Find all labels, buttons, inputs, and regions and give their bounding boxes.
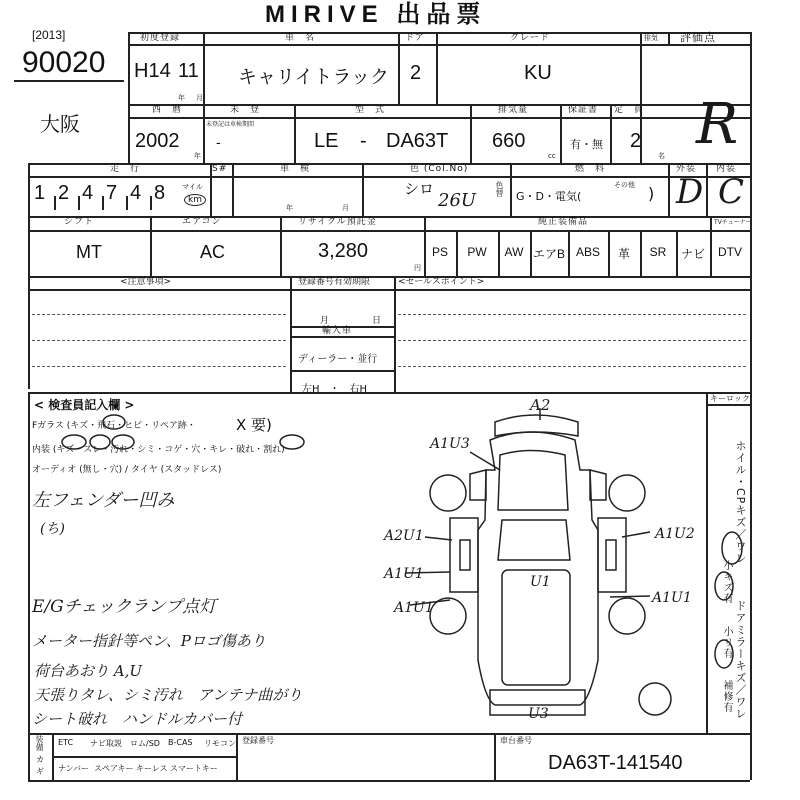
shift-label: シフト (64, 217, 95, 227)
first-reg-value: H14 (134, 60, 171, 82)
unit-month: 月 (196, 94, 203, 102)
person-unit: 名 (658, 152, 665, 160)
doors-value: 2 (410, 62, 422, 84)
footer-equip: 装備 (35, 735, 44, 751)
pre-reg-label: 未 登 (230, 105, 261, 115)
chassis-label: 車台番号 (500, 736, 532, 745)
score-label: 評価点 (680, 31, 716, 44)
tuner-label: TVチューナー (714, 219, 752, 226)
model-prefix: LE (314, 130, 339, 152)
fuel-value: G・D・電気( (516, 190, 582, 203)
mileage-digit: 4 (130, 182, 142, 204)
handwritten-note: (ち) (40, 521, 65, 537)
footer-navi: ナビ取説 (90, 739, 122, 748)
keylock-vertical-4: 小リ有 (721, 626, 732, 659)
chassis-value: DA63T-141540 (548, 752, 683, 774)
equipment-item: PS (431, 245, 448, 259)
interior-value: C (718, 172, 745, 212)
grade-label: グレード (510, 33, 551, 43)
first-reg-month: 11 (178, 60, 199, 82)
audio-line: オーディオ (無し・穴) / タイヤ (スタッドレス) (32, 465, 222, 475)
mile-unit: マイル (182, 183, 203, 191)
footer-number: ナンバー (58, 764, 90, 773)
ac-label: エアコン (182, 217, 222, 227)
model-label: 型 式 (355, 105, 386, 115)
lot-location: 大阪 (40, 112, 80, 136)
doors-label: ドア (405, 33, 425, 43)
warranty-value: 有・無 (570, 138, 603, 151)
year-label: 西 暦 (152, 105, 183, 115)
equipment-label: 純正装備品 (538, 217, 589, 227)
damage-mark: U1 (530, 574, 551, 590)
damage-mark: A1U2 (655, 526, 695, 542)
import-value: ディーラー・並行 (298, 354, 378, 365)
footer-ka: カ (36, 755, 44, 764)
handle-value: 左H ・ 右H (302, 384, 368, 395)
s-label: S# (212, 164, 228, 174)
exterior-value: D (676, 172, 704, 212)
score-value: R (696, 92, 739, 157)
fuel-label: 燃 料 (575, 164, 606, 174)
keylock-vertical-5: 補修有 (721, 680, 732, 713)
equipment-item: AW (504, 245, 524, 259)
damage-mark: A2U1 (384, 528, 424, 544)
inspector-title: < 検査員記入欄 > (34, 398, 135, 412)
import-label: 輸入車 (322, 326, 353, 336)
handwritten-note: 左フェンダー凹み (32, 490, 175, 511)
glass-line: Fガラス (キズ・飛石・ヒビ・リペア跡・ (32, 421, 196, 431)
color-change-label: 色替 (495, 181, 504, 197)
mileage-digit: 8 (154, 182, 166, 204)
mileage-label: 走 行 (110, 164, 141, 174)
color-code: 26U (438, 190, 477, 211)
damage-mark: A1U1 (394, 600, 434, 616)
damage-mark: A1U1 (384, 566, 424, 582)
warranty-label: 保証書 (568, 105, 599, 115)
equipment-item: DTV (718, 245, 742, 259)
cc-unit: cc (548, 152, 556, 160)
damage-mark: A2 (530, 396, 551, 414)
handwritten-note: シート破れ ハンドルカバー付 (32, 710, 243, 728)
equipment-item: PW (467, 245, 487, 259)
year-unit: 年 (194, 152, 201, 160)
mileage-digit: 7 (106, 182, 118, 204)
caution-label: <注意事項> (120, 277, 172, 287)
fuel-close: ) (648, 184, 655, 203)
footer-bcas: B-CAS (168, 738, 193, 747)
footer-etc: ETC (58, 738, 74, 747)
reg-number-label: 登録番号 (242, 736, 274, 745)
model-value: DA63T (386, 130, 449, 152)
equipment-item: ナビ (680, 247, 705, 261)
exterior-label: 外装 (676, 164, 697, 174)
inspection-month-unit: 月 (342, 204, 349, 212)
equipment-item: 革 (617, 247, 630, 261)
unit-year: 年 (178, 94, 185, 102)
inspection-label: 車 検 (280, 164, 311, 174)
footer-ki: ギ (36, 767, 44, 776)
keylock-vertical: ホイル・CPキズ／ワレ (734, 440, 747, 565)
mileage-digit: 2 (58, 182, 70, 204)
displacement-label: 排気量 (498, 105, 529, 115)
capacity-label: 定 員 (614, 105, 645, 115)
reg-day: 日 (372, 316, 382, 326)
handwritten-note: 天張りタレ、シミ汚れ アンテナ曲がり (34, 686, 303, 704)
recycle-value: 3,280 (318, 240, 369, 262)
model-dash: - (360, 130, 367, 152)
page-title: MIRIVE 出品票 (265, 1, 487, 28)
equipment-item: ABS (575, 245, 600, 259)
displacement-value: 660 (492, 130, 526, 152)
handwritten-note: E/Gチェックランプ点灯 (32, 597, 217, 617)
fuel-other: その他 (614, 181, 635, 189)
shift-value: MT (76, 242, 102, 262)
keylock-vertical-2: 小キズ有 (721, 560, 732, 604)
handwritten-note: メーター指針等ペン、Pロゴ傷あり (32, 632, 266, 650)
grade-value: KU (524, 62, 552, 84)
lot-year: [2013] (32, 28, 66, 42)
color-value: シロ (404, 180, 435, 198)
footer-rom: ロム/SD (130, 739, 160, 748)
pre-reg-note: 未登記は車検期間 (206, 121, 255, 128)
color-label: 色 (Col.No) (410, 164, 469, 174)
km-unit: km (184, 194, 206, 206)
equipment-item: エアB (532, 247, 565, 261)
yen-unit: 円 (414, 264, 421, 272)
damage-mark: A1U1 (652, 590, 692, 606)
mileage-digit: 1 (34, 182, 46, 204)
footer-remote: リモコン (204, 739, 236, 748)
ac-value: AC (200, 242, 226, 262)
equipment-item: SR (649, 245, 667, 259)
car-name-value: キャリイトラック (238, 66, 390, 88)
pre-reg-value: - (216, 134, 221, 150)
mileage-digit: 4 (82, 182, 94, 204)
keylock-label: キーロック (710, 394, 750, 403)
footer-keyless: キーレス (136, 764, 168, 773)
reg-expiry-label: 登録番号有効期限 (298, 277, 371, 287)
lot-number: 90020 (22, 46, 106, 79)
interior-label: 内装 (716, 164, 737, 174)
keylock-vertical-3: ドアミラーキズ／ワレ (734, 600, 747, 720)
interior-line: 内装 (キズ・スレ・汚れ・シミ・コゲ・穴・キレ・破れ・割れ) (32, 445, 285, 455)
year-value: 2002 (135, 130, 180, 152)
recycle-label: リサイクル預託金 (298, 217, 377, 227)
car-name-label: 車 名 (285, 33, 316, 43)
first-reg-label: 初度登録 (140, 33, 181, 43)
inspection-year-unit: 年 (286, 204, 293, 212)
handwritten-note: 荷台あおり A,U (34, 662, 143, 680)
sales-point-label: <セールスポイント> (398, 277, 485, 287)
damage-mark: A1U3 (430, 436, 470, 452)
footer-smart-key: スマートキー (170, 764, 218, 773)
footer-spare-key: スペアキー (94, 764, 134, 773)
glass-mark: X 要) (236, 416, 272, 434)
capacity-value: 2 (630, 130, 642, 152)
damage-mark: U3 (528, 706, 549, 722)
exhaust-label: 排気 (644, 34, 658, 42)
reg-month: 月 (320, 316, 330, 326)
